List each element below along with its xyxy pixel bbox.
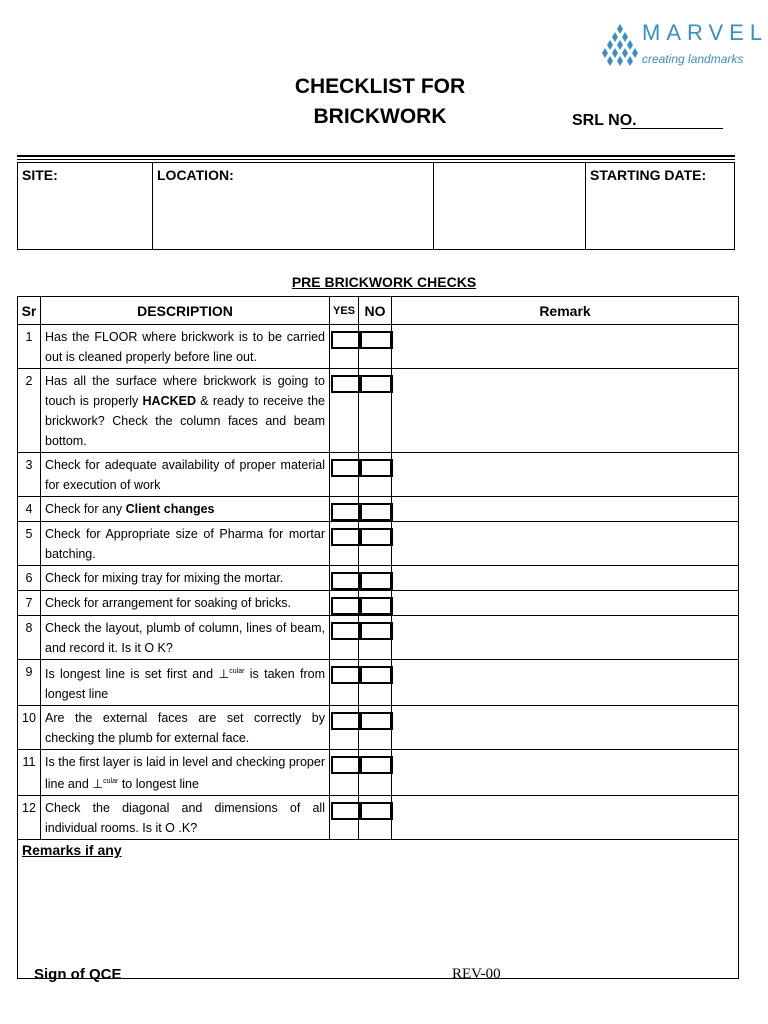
site-info-box (17, 162, 735, 250)
remarks-area[interactable] (18, 840, 739, 979)
description-text: Check for mixing tray for mixing the mortar. (45, 571, 284, 585)
no-cell (359, 522, 392, 566)
row-number: 2 (18, 369, 41, 453)
signature-label: Sign of QCE (34, 966, 122, 983)
no-checkbox[interactable] (360, 375, 393, 393)
remark-cell[interactable] (392, 522, 739, 566)
remark-cell[interactable] (392, 325, 739, 369)
yes-checkbox[interactable] (331, 622, 362, 640)
yes-checkbox[interactable] (331, 802, 362, 820)
srl-no-field[interactable] (621, 128, 723, 129)
no-cell (359, 453, 392, 497)
yes-checkbox[interactable] (331, 666, 362, 684)
checklist-row (18, 750, 739, 796)
checklist-row (18, 616, 739, 660)
no-checkbox[interactable] (360, 756, 393, 774)
header-no: NO (359, 297, 392, 325)
remark-cell[interactable] (392, 566, 739, 591)
description-superscript: cular (229, 668, 245, 675)
no-checkbox[interactable] (360, 572, 393, 590)
section-title: PRE BRICKWORK CHECKS (291, 274, 477, 290)
no-cell (359, 591, 392, 616)
no-cell (359, 497, 392, 522)
row-number: 3 (18, 453, 41, 497)
no-checkbox[interactable] (360, 503, 393, 521)
starting-date-cell[interactable] (585, 163, 707, 249)
no-cell (359, 616, 392, 660)
row-description (41, 497, 330, 522)
header-sr: Sr (18, 297, 41, 325)
row-number: 8 (18, 616, 41, 660)
yes-checkbox[interactable] (331, 331, 362, 349)
no-checkbox[interactable] (360, 528, 393, 546)
row-description (41, 706, 330, 750)
description-text: Check for adequate availability of proper material for execution of work (45, 458, 325, 492)
remark-cell[interactable] (392, 796, 739, 840)
no-checkbox[interactable] (360, 712, 393, 730)
no-cell (359, 325, 392, 369)
description-text: Check for Appropriate size of Pharma for mortar batching. (45, 527, 325, 561)
description-text-cont: to longest line (118, 777, 199, 792)
no-checkbox[interactable] (360, 802, 393, 820)
row-description (41, 453, 330, 497)
no-checkbox[interactable] (360, 459, 393, 477)
row-number: 11 (18, 750, 41, 796)
checklist-row (18, 522, 739, 566)
location-cell[interactable] (152, 163, 234, 249)
revision-label: REV-00 (452, 966, 501, 982)
row-description (41, 591, 330, 616)
checklist-row (18, 660, 739, 706)
no-cell (359, 750, 392, 796)
checklist-row (18, 566, 739, 591)
row-number: 7 (18, 591, 41, 616)
yes-checkbox[interactable] (331, 503, 362, 521)
row-description (41, 750, 330, 796)
no-checkbox[interactable] (360, 666, 393, 684)
document-title-line1: CHECKLIST FOR (294, 75, 466, 98)
yes-checkbox[interactable] (331, 528, 362, 546)
no-checkbox[interactable] (360, 622, 393, 640)
row-number: 12 (18, 796, 41, 840)
checklist-table (17, 296, 739, 979)
location-label: LOCATION: (157, 167, 234, 183)
header-description: DESCRIPTION (41, 297, 330, 325)
yes-cell (330, 369, 359, 453)
yes-cell (330, 750, 359, 796)
remark-cell[interactable] (392, 750, 739, 796)
yes-checkbox[interactable] (331, 375, 362, 393)
header-rule-thin (17, 159, 735, 160)
description-text: Is the first layer is laid in level and checking proper line and ⊥ (45, 755, 325, 792)
row-description (41, 522, 330, 566)
header-yes: YES (330, 297, 359, 325)
no-cell (359, 566, 392, 591)
checklist-row (18, 497, 739, 522)
remark-cell[interactable] (392, 706, 739, 750)
header-remark: Remark (392, 297, 739, 325)
yes-cell (330, 325, 359, 369)
row-description (41, 796, 330, 840)
row-number: 1 (18, 325, 41, 369)
yes-cell (330, 591, 359, 616)
row-number: 6 (18, 566, 41, 591)
checklist-row (18, 325, 739, 369)
company-logo (602, 20, 768, 70)
row-number: 4 (18, 497, 41, 522)
yes-cell (330, 566, 359, 591)
no-cell (359, 660, 392, 706)
description-text: Check for any (45, 502, 126, 516)
srl-no-label: SRL NO. (572, 112, 637, 129)
no-checkbox[interactable] (360, 597, 393, 615)
row-description (41, 616, 330, 660)
no-checkbox[interactable] (360, 331, 393, 349)
checklist-row (18, 369, 739, 453)
no-cell (359, 369, 392, 453)
yes-cell (330, 616, 359, 660)
remark-cell[interactable] (392, 616, 739, 660)
description-bold-text: HACKED (142, 394, 197, 408)
yes-cell (330, 522, 359, 566)
yes-cell (330, 660, 359, 706)
remark-cell[interactable] (392, 591, 739, 616)
row-number: 5 (18, 522, 41, 566)
row-description (41, 325, 330, 369)
description-text: Check the layout, plumb of column, lines of beam, and record it. Is it O K? (45, 621, 325, 655)
row-number: 9 (18, 660, 41, 706)
logo-tagline: creating landmarks (642, 52, 744, 66)
checklist-row (18, 591, 739, 616)
remark-cell[interactable] (392, 369, 739, 453)
remarks-label: Remarks if any (22, 842, 122, 859)
blank-cell[interactable] (433, 163, 434, 249)
header-rule (17, 155, 735, 157)
row-description (41, 566, 330, 591)
description-text-cont: & ready to receive the brickwork? Check the column faces and beam bottom. (45, 394, 325, 448)
row-description (41, 660, 330, 706)
description-bold-text: Client changes (125, 502, 215, 516)
description-text: Is longest line is set first and ⊥ (45, 667, 230, 682)
row-number: 10 (18, 706, 41, 750)
marvel-logo-icon (602, 22, 638, 68)
starting-date-label: STARTING DATE: (590, 167, 707, 183)
site-label: SITE: (22, 167, 58, 183)
yes-cell (330, 796, 359, 840)
description-text-cont: is taken from longest line (45, 667, 325, 702)
yes-checkbox[interactable] (331, 572, 362, 590)
checklist-row (18, 796, 739, 840)
yes-checkbox[interactable] (331, 459, 362, 477)
row-description (41, 369, 330, 453)
no-cell (359, 706, 392, 750)
description-superscript: cular (103, 778, 119, 786)
remark-cell[interactable] (392, 660, 739, 706)
description-text: Are the external faces are set correctly by checking the plumb for external face. (45, 711, 325, 746)
yes-cell (330, 453, 359, 497)
yes-checkbox[interactable] (331, 597, 362, 615)
document-title-line2: BRICKWORK (313, 105, 447, 128)
description-text: Check for arrangement for soaking of bricks. (45, 596, 291, 610)
remark-cell[interactable] (392, 497, 739, 522)
checklist-row (18, 706, 739, 750)
description-text: Has all the surface where brickwork is going to touch is properly (45, 374, 325, 408)
remark-cell[interactable] (392, 453, 739, 497)
description-text: Has the FLOOR where brickwork is to be carried out is cleaned properly before line out. (45, 330, 325, 364)
no-cell (359, 796, 392, 840)
logo-name: MARVEL (642, 20, 768, 45)
description-text: Check the diagonal and dimensions of all individual rooms. Is it O .K? (45, 801, 325, 836)
yes-cell (330, 706, 359, 750)
yes-checkbox[interactable] (331, 756, 362, 774)
yes-cell (330, 497, 359, 522)
yes-checkbox[interactable] (331, 712, 362, 730)
checklist-row (18, 453, 739, 497)
